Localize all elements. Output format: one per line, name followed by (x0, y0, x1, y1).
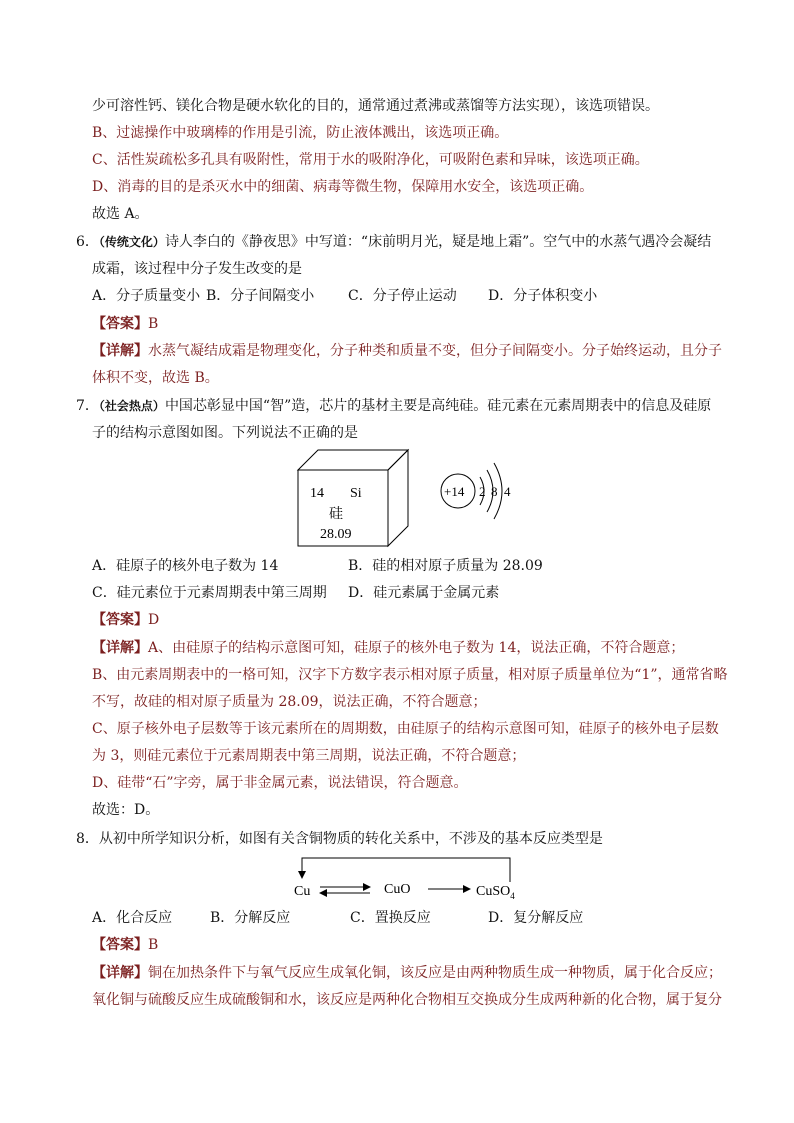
q6-number: 6． (76, 234, 99, 250)
q5-conclusion: 故选 A。 (92, 206, 149, 222)
q8-stem (76, 829, 603, 849)
q8-option-b: B．分解反应 (210, 910, 291, 926)
q7-answer (92, 610, 159, 630)
q7-option-a: A．硅原子的核外电子数为 14 (92, 558, 279, 574)
element-mass: 28.09 (320, 527, 352, 542)
q7-tag: （社会热点） (98, 399, 165, 413)
q5-explanation-c: C、活性炭疏松多孔具有吸附性，常用于水的吸附净化，可吸附色素和异味，该选项正确。 (92, 152, 649, 168)
q7-stem-text1: 中国芯彰显中国“智”造，芯片的基材主要是高纯硅。硅元素在元素周期表中的信息及硅原 (164, 398, 712, 414)
q6-stem-line1 (76, 232, 711, 252)
q6-detail-line2: 体积不变，故选 B。 (92, 370, 219, 386)
q6-answer-label: 【答案】 (92, 316, 148, 332)
atom-structure-figure (436, 456, 532, 530)
q5-explanation-tail: 少可溶性钙、镁化合物是硬水软化的目的，通常通过煮沸或蒸馏等方法实现），该选项错误。 (92, 98, 659, 114)
q7-detail-label: 【详解】 (92, 640, 148, 656)
q6-stem-text1: 诗人李白的《静夜思》中写道：“床前明月光，疑是地上霜”。空气中的水蒸气遇冷会凝结 (164, 234, 712, 250)
q6-tag: （传统文化） (98, 235, 165, 249)
q7-stem-line2: 子的结构示意图如图。下列说法不正确的是 (92, 425, 358, 441)
q6-option-c: C．分子停止运动 (348, 288, 457, 304)
q7-number: 7． (76, 398, 99, 414)
q8-detail-line2: 氧化铜与硫酸反应生成硫酸铜和水，该反应是两种化合物相互交换成分生成两种新的化合物，属于复分 (92, 992, 722, 1008)
q8-option-a: A．化合反应 (92, 910, 173, 926)
q6-option-d: D．分子体积变小 (488, 288, 598, 304)
q8-answer (92, 935, 158, 955)
diagram-cuso4 (476, 884, 515, 901)
q8-answer-value: B (148, 937, 159, 953)
q7-option-c: C．硅元素位于元素周期表中第三周期 (92, 585, 327, 601)
q8-answer-label: 【答案】 (92, 937, 148, 953)
q8-stem-text: 从初中所学知识分析，如图有关含铜物质的转化关系中，不涉及的基本反应类型是 (98, 831, 603, 847)
q8-option-d: D．复分解反应 (488, 910, 584, 926)
q7-detail-c2: 为 3，则硅元素位于元素周期表中第三周期，说法正确，不符合题意； (92, 748, 526, 764)
q6-answer (92, 314, 158, 334)
shell-count-1: 2 (479, 484, 486, 499)
q7-answer-value: D (148, 612, 160, 628)
copper-conversion-diagram (290, 852, 536, 904)
q6-answer-value: B (148, 316, 159, 332)
q7-detail-d: D、硅带“石”字旁，属于非金属元素，说法错误，符合题意。 (92, 775, 468, 791)
q7-conclusion: 故选：D。 (92, 802, 160, 818)
diagram-cuso4-sub: 4 (510, 891, 515, 901)
diagram-cu: Cu (294, 884, 311, 899)
q8-detail-line1 (92, 963, 722, 983)
q7-stem-line1 (76, 396, 711, 416)
shell-count-2: 8 (491, 484, 498, 499)
q8-number: 8． (76, 831, 99, 847)
shell-count-3: 4 (504, 484, 511, 499)
q7-detail-a (92, 638, 684, 658)
q5-explanation-b: B、过滤操作中玻璃棒的作用是引流，防止液体溅出，该选项正确。 (92, 125, 509, 141)
nucleus-charge: +14 (444, 484, 465, 499)
cube-side-face (388, 450, 408, 546)
q6-option-b: B．分子间隔变小 (206, 288, 315, 304)
q6-detail-line1 (92, 341, 722, 361)
element-atomic-number: 14 (310, 486, 324, 501)
q7-detail-b1: B、由元素周期表中的一格可知，汉字下方数字表示相对原子质量，相对原子质量单位为“1”，通常省略 (92, 667, 728, 683)
q8-detail-label: 【详解】 (92, 965, 148, 981)
q6-stem-line2: 成霜，该过程中分子发生改变的是 (92, 261, 302, 277)
arrow-cuso4-to-cu (302, 858, 510, 882)
diagram-cuo: CuO (384, 882, 411, 897)
q7-option-b: B．硅的相对原子质量为 28.09 (348, 558, 543, 574)
q8-detail-text1: 铜在加热条件下与氧气反应生成氧化铜，该反应是由两种物质生成一种物质，属于化合反应； (148, 965, 722, 981)
element-cube-figure (296, 448, 412, 548)
q8-option-c: C．置换反应 (350, 910, 431, 926)
element-symbol: Si (350, 486, 362, 501)
q7-option-d: D．硅元素属于金属元素 (348, 585, 500, 601)
diagram-cuso4-base: CuSO (476, 884, 511, 899)
q6-detail-text1: 水蒸气凝结成霜是物理变化，分子种类和质量不变，但分子间隔变小。分子始终运动，且分子 (148, 343, 722, 359)
q7-detail-b2: 不写，故硅的相对原子质量为 28.09，说法正确，不符合题意； (92, 694, 487, 710)
q7-detail-c1: C、原子核外电子层数等于该元素所在的周期数，由硅原子的结构示意图可知，硅原子的核外电子层数 (92, 721, 719, 737)
q6-option-a: A．分子质量变小 (92, 288, 201, 304)
q5-explanation-d: D、消毒的目的是杀灭水中的细菌、病毒等微生物，保障用水安全，该选项正确。 (92, 179, 594, 195)
element-name: 硅 (329, 507, 343, 522)
q7-answer-label: 【答案】 (92, 612, 148, 628)
q7-detail-a-text: A、由硅原子的结构示意图可知，硅原子的核外电子数为 14，说法正确，不符合题意； (148, 640, 685, 656)
q6-detail-label: 【详解】 (92, 343, 148, 359)
